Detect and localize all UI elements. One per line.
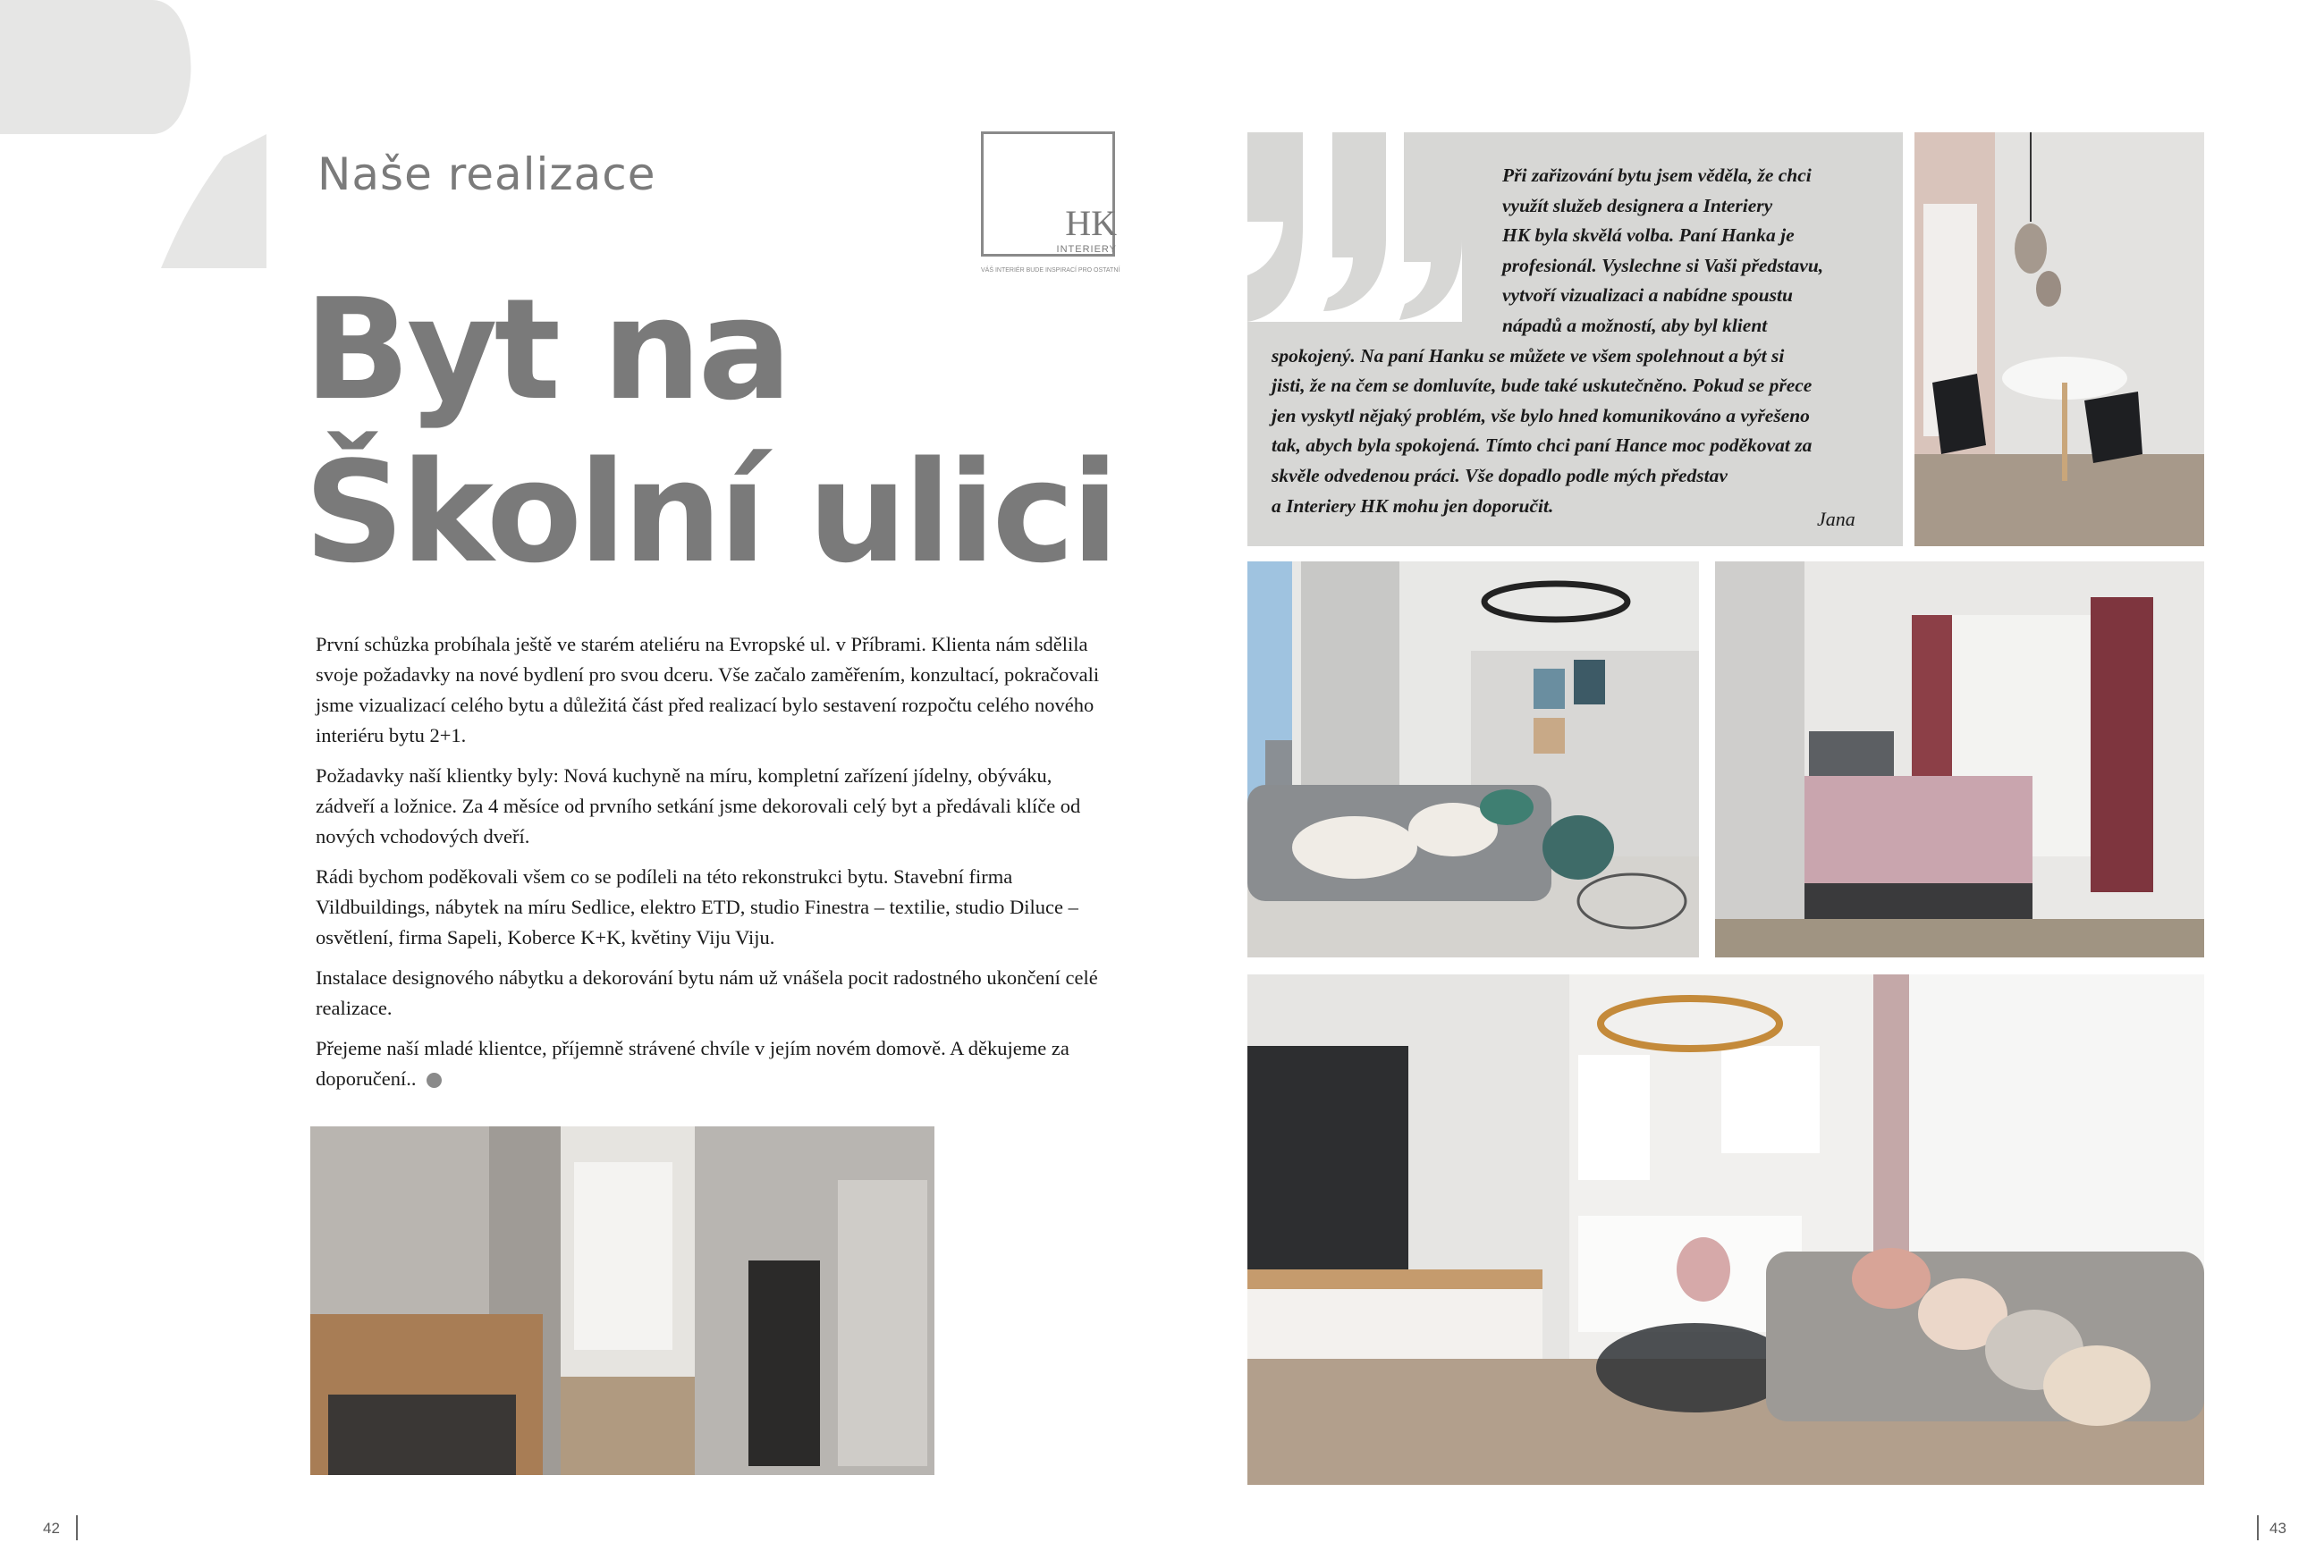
page-divider-left — [76, 1515, 78, 1540]
page-divider-right — [2257, 1515, 2259, 1540]
quote-line: skvěle odvedenou práci. Vše dopadlo podle mých představ — [1272, 464, 1728, 486]
headline-line-1: Byt na — [304, 268, 789, 431]
headline-line-2: Školní ulici — [304, 431, 1116, 594]
quote-line: nápadů a možností, aby byl klient — [1502, 314, 1768, 336]
testimonial-author: Jana — [1817, 508, 1855, 530]
hk-interiery-logo — [981, 131, 1124, 280]
quote-line: tak, abych byla spokojená. Tímto chci paní Hance moc poděkovat za — [1272, 434, 1813, 457]
quote-line: jen vyskytl nějaký problém, vše bylo hned komunikováno a vyřešeno — [1272, 404, 1810, 426]
quote-line: HK byla skvělá volba. Paní Hanka je — [1502, 224, 1795, 247]
quote-line: Při zařizování bytu jsem věděla, že chci — [1502, 164, 1812, 186]
quote-line: vytvoří vizualizaci a nabídne spoustu — [1502, 284, 1793, 307]
photo-dining — [1914, 132, 2204, 546]
photo-kitchen — [310, 1126, 934, 1475]
decorative-letter-r — [0, 0, 268, 268]
end-mark-icon — [427, 1073, 442, 1088]
section-title: Naše realizace — [317, 148, 656, 200]
page-number-left: 42 — [43, 1520, 60, 1537]
body-paragraph-5 — [316, 1033, 1103, 1094]
quote-line: a Interiery HK mohu jen doporučit. — [1272, 494, 1554, 517]
photo-bedroom — [1715, 561, 2204, 957]
quote-line: spokojený. Na paní Hanku se můžete ve všem spolehnout a být si — [1272, 344, 1785, 367]
testimonial-text — [1272, 161, 1889, 521]
body-paragraph-3: Rádi bychom poděkovali všem co se podíleli na této rekonstrukci bytu. Stavební firma Vildbuildings, nábytek na míru Sedlice, elektro ETD, studio Finestra – textilie, studio Diluce – osvětlení, firma Sapeli, Koberce K+K, květiny Viju Viju. — [316, 865, 1078, 948]
page-number-right: 43 — [2269, 1520, 2286, 1537]
quote-line: profesionál. Vyslechne si Vaši představu, — [1502, 254, 1824, 276]
body-paragraph-1: První schůzka probíhala ještě ve starém ateliéru na Evropské ul. v Příbrami. Klienta nám sdělila svoje požadavky na nové bydlení pro svou dceru. Vše začalo zaměřením, konzultací, pokračovali jsme vizualizací celého bytu a důležitá část před realizací bylo sestavení rozpočtu celého nového interiéru bytu 2+1. — [316, 633, 1100, 746]
quote-line: jisti, že na čem se domluvíte, bude také uskutečněno. Pokud se přece — [1272, 375, 1813, 397]
body-paragraph-4: Instalace designového nábytku a dekorování bytu nám už vnášela pocit radostného ukončení celé realizace. — [316, 966, 1098, 1019]
body-paragraph-2: Požadavky naší klientky byly: Nová kuchyně na míru, kompletní zařízení jídelny, obýváku, zádveří a ložnice. Za 4 měsíce od prvního setkání jsme dekorovali celý byt a předávali klíče od nových vchodových dveří. — [316, 764, 1081, 847]
quote-line: využít služeb designera a Interiery — [1502, 194, 1773, 216]
photo-living-room-render — [1247, 561, 1699, 957]
page-headline — [304, 268, 1154, 594]
article-body — [316, 629, 1103, 1104]
logo-subtitle: INTERIERY — [1056, 244, 1117, 255]
body-paragraph-5-text: Přejeme naší mladé klientce, příjemně strávené chvíle v jejím novém domově. A děkujeme za doporučení.. — [316, 1037, 1069, 1090]
logo-mark: HK — [1065, 203, 1117, 243]
logo-tagline: VÁŠ INTERIÉR BUDE INSPIRACÍ PRO OSTATNÍ — [981, 267, 1120, 274]
photo-living-room — [1247, 974, 2204, 1485]
